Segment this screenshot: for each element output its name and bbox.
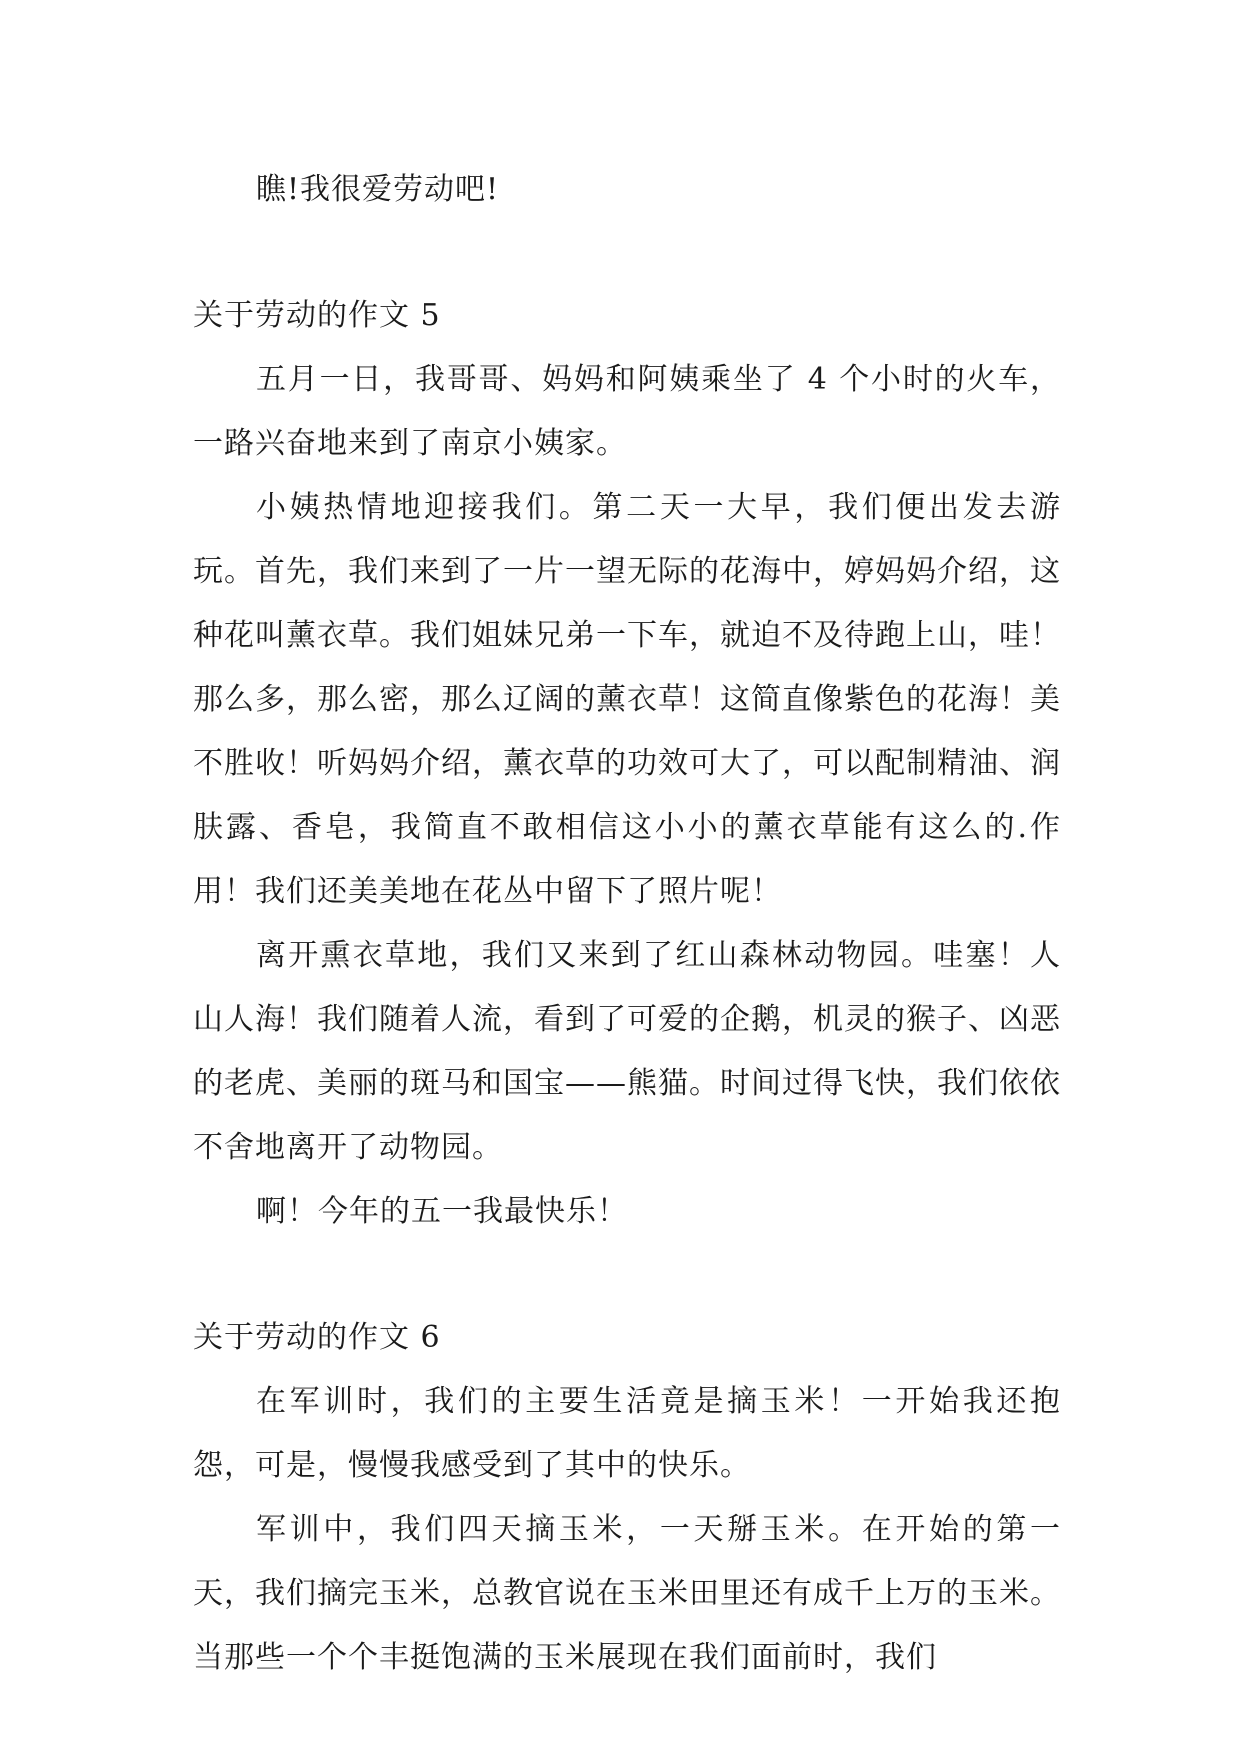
essay-5-paragraph-3: 离开熏衣草地，我们又来到了红山森林动物园。哇塞！人山人海！我们随着人流，看到了可爱的企鹅，机灵的猴子、凶恶的老虎、美丽的斑马和国宝——熊猫。时间过得飞快，我们依依不舍地离开了动物园。 [193, 938, 1061, 1165]
essay-6-title: 关于劳动的作文 6 [193, 1320, 441, 1355]
essay-6-paragraph-2: 军训中，我们四天摘玉米，一天掰玉米。在开始的第一天，我们摘完玉米，总教官说在玉米田里还有成千上万的玉米。当那些一个个丰挺饱满的玉米展现在我们面前时，我们 [193, 1512, 1061, 1675]
essay-6-paragraph-1: 在军训时，我们的主要生活竟是摘玉米！一开始我还抱怨，可是，慢慢我感受到了其中的快乐。 [193, 1384, 1061, 1483]
essay-5-paragraph-1: 五月一日，我哥哥、妈妈和阿姨乘坐了 4 个小时的火车，一路兴奋地来到了南京小姨家。 [193, 362, 1061, 461]
document-page [193, 158, 1061, 1690]
intro-paragraph: 瞧!我很爱劳动吧! [256, 172, 500, 207]
essay-5-title: 关于劳动的作文 5 [193, 298, 441, 333]
essay-5-paragraph-2: 小姨热情地迎接我们。第二天一大早，我们便出发去游玩。首先，我们来到了一片一望无际的花海中，婷妈妈介绍，这种花叫薰衣草。我们姐妹兄弟一下车，就迫不及待跑上山，哇！那么多，那么密，那么辽阔的薰衣草！这简直像紫色的花海！美不胜收！听妈妈介绍，薰衣草的功效可大了，可以配制精油、润肤露、香皂，我简直不敢相信这小小的薰衣草能有这么的.作用！我们还美美地在花丛中留下了照片呢！ [193, 490, 1061, 909]
essay-5-paragraph-4: 啊！今年的五一我最快乐！ [256, 1194, 628, 1229]
section-gap [193, 1244, 1061, 1306]
section-gap [193, 222, 1061, 284]
